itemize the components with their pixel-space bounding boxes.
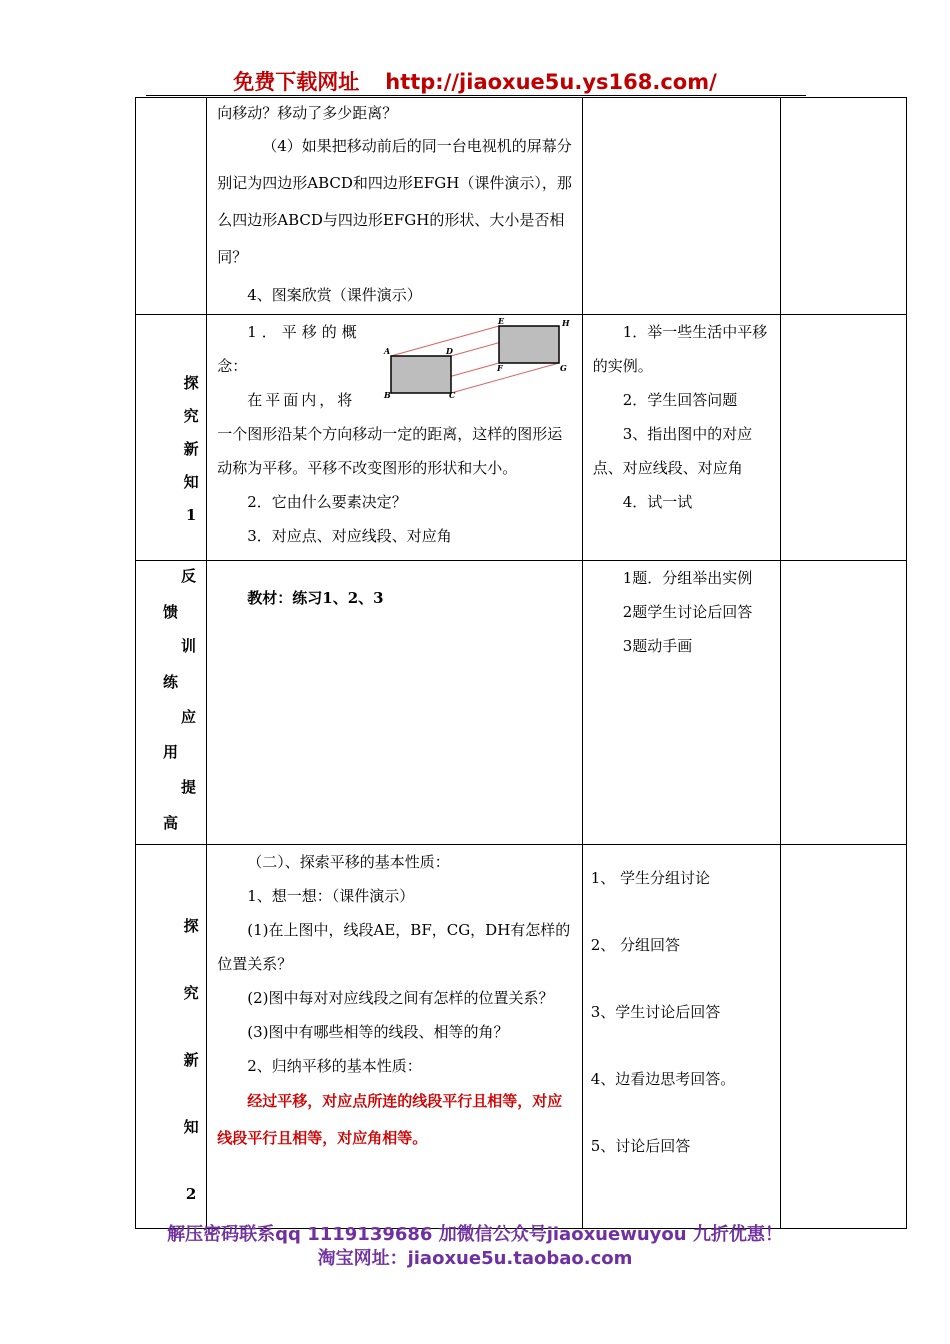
feedback-activity-2: 2题学生讨论后回答 <box>622 603 753 621</box>
question-3: (3)图中有哪些相等的线段、相等的角？ <box>247 1023 509 1041</box>
textbook-exercises: 教材：练习1、2、3 <box>247 589 384 607</box>
row1-line-2: （4）如果把移动前后的同一台电视机的屏幕分别记为四边形ABCD和四边形EFGH（课件演示），那么四边形ABCD与四边形EFGH的形状、大小是否相同？ <box>217 137 572 266</box>
page-header <box>0 66 950 96</box>
activity-2: 2．学生回答问题 <box>622 391 738 409</box>
table-row <box>136 98 907 315</box>
activity-3: 3、指出图中的对应点、对应线段、对应角 <box>592 425 753 477</box>
concept-definition: 一个图形沿某个方向移动一定的距离，这样的图形运动称为平移。平移不改变图形的形状和大小。 <box>217 425 563 477</box>
discuss-activity-1: 1、 学生分组讨论 <box>590 869 711 887</box>
label-d: D <box>446 346 453 356</box>
row1-line-1: 向移动？移动了多少距离？ <box>217 104 398 122</box>
concept-title: 1．平移的概 <box>247 323 362 341</box>
discuss-activity-2: 2、 分组回答 <box>590 936 681 954</box>
label-f: F <box>497 363 503 373</box>
question-factors: 2．它由什么要素决定？ <box>247 493 407 511</box>
section-label-explore-2: 探 究 新 知 2 <box>183 917 199 1203</box>
footer-shop-url[interactable]: 淘宝网址：jiaoxue5u.taobao.com <box>317 1248 633 1269</box>
label-b: B <box>384 390 391 400</box>
label-g: G <box>560 363 567 373</box>
corresponding-elements: 3．对应点、对应线段、对应角 <box>247 527 452 545</box>
question-2: (2)图中每对对应线段之间有怎样的位置关系？ <box>247 989 554 1007</box>
label-h: H <box>562 318 570 328</box>
header-label: 免费下载网址 <box>233 70 360 94</box>
question-1: (1)在上图中，线段AE，BF，CG，DH有怎样的位置关系？ <box>217 921 571 973</box>
rectangle-abcd <box>391 356 451 393</box>
header-url[interactable]: http://jiaoxue5u.ys168.com/ <box>385 70 717 94</box>
label-e: E <box>498 316 505 326</box>
concept-title-cont: 念： <box>217 357 248 375</box>
segment-cg <box>451 363 559 393</box>
discuss-activity-5: 5、讨论后回答 <box>590 1137 691 1155</box>
section-label-feedback: 反 馈 训 练 应 用 提 高 <box>163 567 197 832</box>
label-c: C <box>449 390 456 400</box>
activity-1: 1．举一些生活中平移的实例。 <box>592 323 768 375</box>
rectangle-efgh <box>499 326 559 363</box>
footer-contact: 解压密码联系qq 1119139686 加微信公众号jiaoxuewuyou 九折优惠！ <box>167 1224 783 1245</box>
translation-figure <box>383 316 583 406</box>
translation-property: 经过平移，对应点所连的线段平行且相等，对应线段平行且相等，对应角相等。 <box>217 1092 563 1147</box>
property-heading: （二）、探索平移的基本性质： <box>247 853 450 871</box>
table-row <box>136 561 907 845</box>
think-prompt: 1、想一想：（课件演示） <box>247 887 415 905</box>
discuss-activity-3: 3、学生讨论后回答 <box>590 1003 721 1021</box>
header-rule <box>146 95 806 96</box>
label-a: A <box>384 346 391 356</box>
feedback-activity-3: 3题动手画 <box>622 637 693 655</box>
concept-intro: 在平面内，将 <box>247 391 356 409</box>
section-label-explore-1: 探 究 新 知 1 <box>183 374 199 524</box>
discuss-activity-4: 4、边看边思考回答。 <box>590 1070 736 1088</box>
row1-line-3: 4、图案欣赏（课件演示） <box>247 286 422 304</box>
segment-ae <box>391 326 499 356</box>
feedback-activity-1: 1题．分组举出实例 <box>622 569 753 587</box>
table-row <box>136 845 907 1229</box>
lesson-table <box>135 97 907 1229</box>
summarize-heading: 2、归纳平移的基本性质： <box>247 1057 422 1075</box>
activity-4: 4．试一试 <box>622 493 693 511</box>
